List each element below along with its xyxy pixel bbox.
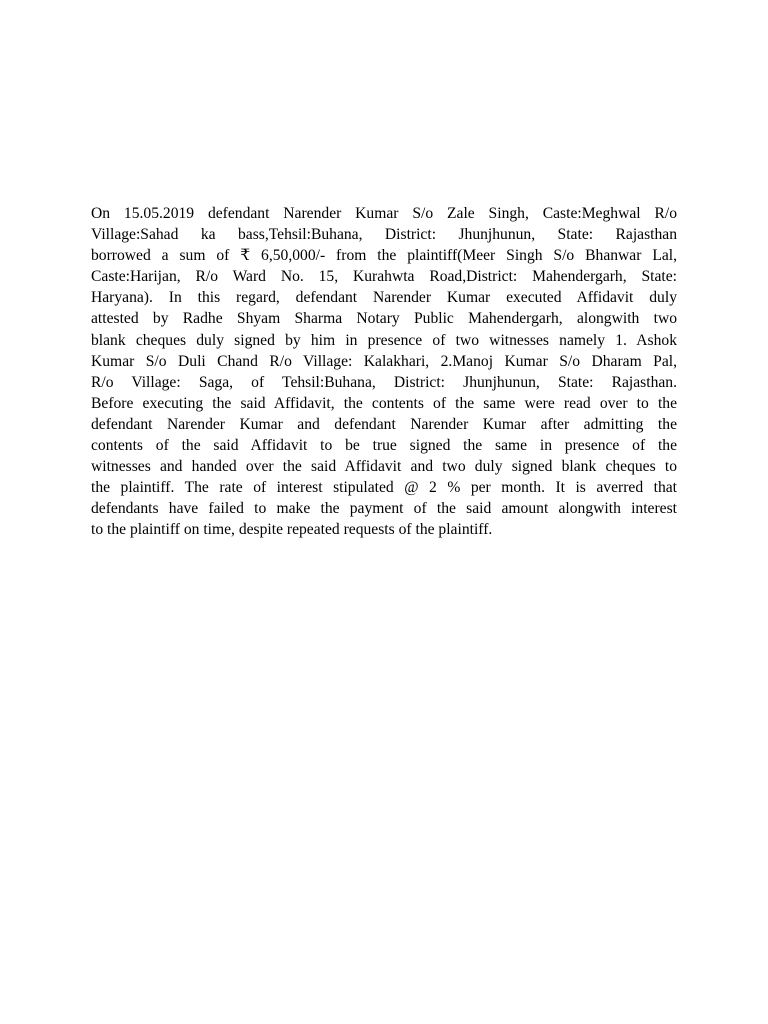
paragraph-line: to the plaintiff on time, despite repeated requests of the plaintiff. xyxy=(91,521,493,539)
paragraph-line: Kumar S/o Duli Chand R/o Village: Kalakhari, 2.Manoj Kumar S/o Dharam Pal, xyxy=(91,352,677,370)
paragraph-line: Haryana). In this regard, defendant Narender Kumar executed Affidavit duly xyxy=(91,289,677,307)
paragraph-line: defendants have failed to make the payment of the said amount alongwith interest xyxy=(91,500,677,518)
paragraph-line: On 15.05.2019 defendant Narender Kumar S/o Zale Singh, Caste:Meghwal R/o xyxy=(91,205,677,222)
paragraph-line: Caste:Harijan, R/o Ward No. 15, Kurahwta Road,District: Mahendergarh, State: xyxy=(91,268,677,286)
paragraph-line: borrowed a sum of ₹ 6,50,000/- from the plaintiff(Meer Singh S/o Bhanwar Lal, xyxy=(91,247,677,265)
paragraph-line: Village:Sahad ka bass,Tehsil:Buhana, District: Jhunjhunun, State: Rajasthan xyxy=(91,226,677,244)
paragraph-line: attested by Radhe Shyam Sharma Notary Public Mahendergarh, alongwith two xyxy=(91,310,677,328)
paragraph-line: blank cheques duly signed by him in presence of two witnesses namely 1. Ashok xyxy=(91,331,677,349)
paragraph-line: witnesses and handed over the said Affidavit and two duly signed blank cheques to xyxy=(91,458,677,476)
paragraph-line: contents of the said Affidavit to be true signed the same in presence of the xyxy=(91,437,677,455)
paragraph-line: R/o Village: Saga, of Tehsil:Buhana, District: Jhunjhunun, State: Rajasthan. xyxy=(91,373,677,391)
body-paragraph xyxy=(91,203,677,541)
paragraph-line: the plaintiff. The rate of interest stipulated @ 2 % per month. It is averred that xyxy=(91,479,677,497)
paragraph-line: Before executing the said Affidavit, the contents of the same were read over to the xyxy=(91,394,677,412)
paragraph-line: defendant Narender Kumar and defendant Narender Kumar after admitting the xyxy=(91,415,677,433)
